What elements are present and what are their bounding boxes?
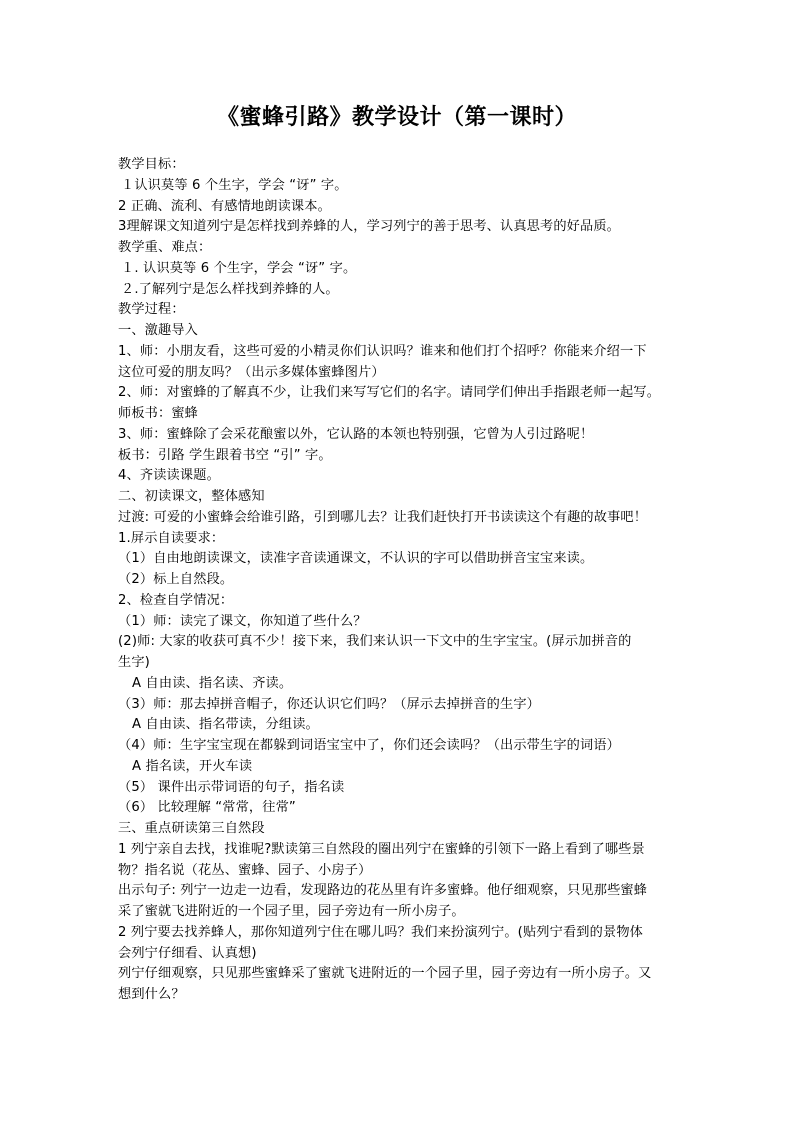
document-title: 《蜜蜂引路》教学设计（第一课时） (216, 104, 577, 130)
text-line: １认识莫等 6 个生字，学会 “讶” 字。 (121, 177, 348, 193)
text-line: 这位可爱的朋友吗？（出示多媒体蜜蜂图片） (118, 364, 385, 380)
text-line: (2)师: 大家的收获可真不少！接下来，我们来认识一下文中的生字宝宝。(屏示加拼音的 (118, 634, 632, 650)
text-line: 物？指名说（花丛、蜜蜂、园子、小房子） (118, 862, 372, 878)
text-line: 二、初读课文，整体感知 (118, 489, 265, 504)
text-line: （5） 课件出示带词语的句子，指名读 (118, 779, 345, 795)
text-line: （4）师：生字宝宝现在都躲到词语宝宝中了，你们还会读吗？（出示带生字的词语） (118, 738, 621, 753)
text-line: 2、检查自学情况： (118, 592, 234, 608)
text-line: A 自由读、指名带读，分组读。 (132, 717, 319, 733)
text-line: 列宁仔细观察，只见那些蜜蜂采了蜜就飞进附近的一个园子里，园子旁边有一所小房子。又 (118, 966, 652, 982)
text-line: 2、师：对蜜蜂的了解真不少，让我们来写写它们的名字。请同学们伸出手指跟老师一起写。 (118, 385, 661, 401)
text-line: 过渡: 可爱的小蜜蜂会给谁引路，引到哪儿去？让我们赶快打开书读读这个有趣的故事吧！ (118, 509, 648, 525)
text-line: １. 认识莫等 6 个生字，学会 “讶” 字。 (121, 260, 357, 276)
text-line: 想到什么？ (118, 987, 185, 1002)
text-line: 1 列宁亲自去找，找谁呢?默读第三自然段的圈出列宁在蜜蜂的引领下一路上看到了哪些景 (118, 841, 645, 857)
text-line: 教学重、难点： (118, 240, 212, 255)
text-line: 生字) (118, 655, 150, 670)
text-line: （1）自由地朗读课文，读准字音读通课文，不认识的字可以借助拼音宝宝来读。 (118, 551, 594, 567)
text-line: A 指名读，开火车读 (132, 758, 253, 774)
text-line: 采了蜜就飞进附近的一个园子里，园子旁边有一所小房子。 (118, 904, 465, 919)
text-line: 会列宁仔细看、认真想) (118, 945, 257, 961)
text-line: 师板书：蜜蜂 (118, 406, 199, 421)
text-line: 3、师：蜜蜂除了会采花酿蜜以外，它认路的本领也特别强，它曾为人引过路呢！ (118, 426, 594, 442)
text-line: 板书：引路 学生跟着书空 “引” 字。 (118, 447, 332, 463)
text-line: （3）师：那去掉拼音帽子，你还认识它们吗？（屏示去掉拼音的生字） (118, 696, 540, 712)
text-line: （6） 比较理解 “常常，往常” (118, 800, 296, 816)
document-body (118, 155, 680, 1006)
text-line: 2 列宁要去找养蜂人，那你知道列宁住在哪儿吗？我们来扮演列宁。(贴列宁看到的景物体 (118, 924, 643, 940)
text-line: 出示句子: 列宁一边走一边看，发现路边的花丛里有许多蜜蜂。他仔细观察，只见那些蜜蜂 (118, 883, 648, 899)
text-line: 1.屏示自读要求： (118, 530, 225, 546)
text-line: 一、激趣导入 (118, 323, 199, 338)
text-line: ２.了解列宁是怎么样找到养蜂的人。 (121, 281, 339, 297)
text-line: 4、齐读读课题。 (118, 468, 220, 484)
text-line: 三、重点研读第三自然段 (118, 821, 265, 836)
text-line: 3理解课文知道列宁是怎样找到养蜂的人，学习列宁的善于思考、认真思考的好品质。 (118, 219, 621, 235)
text-line: 2 正确、流利、有感情地朗读课本。 (118, 198, 331, 214)
text-line: 教学过程： (118, 302, 185, 318)
text-line: A 自由读、指名读、齐读。 (132, 675, 293, 691)
text-line: （1）师：读完了课文，你知道了些什么？ (118, 613, 367, 629)
text-line: 1、师：小朋友看，这些可爱的小精灵你们认识吗？谁来和他们打个招呼？你能来介绍一下 (118, 343, 647, 359)
text-line: （2）标上自然段。 (118, 572, 234, 587)
text-line: 教学目标： (118, 157, 185, 172)
